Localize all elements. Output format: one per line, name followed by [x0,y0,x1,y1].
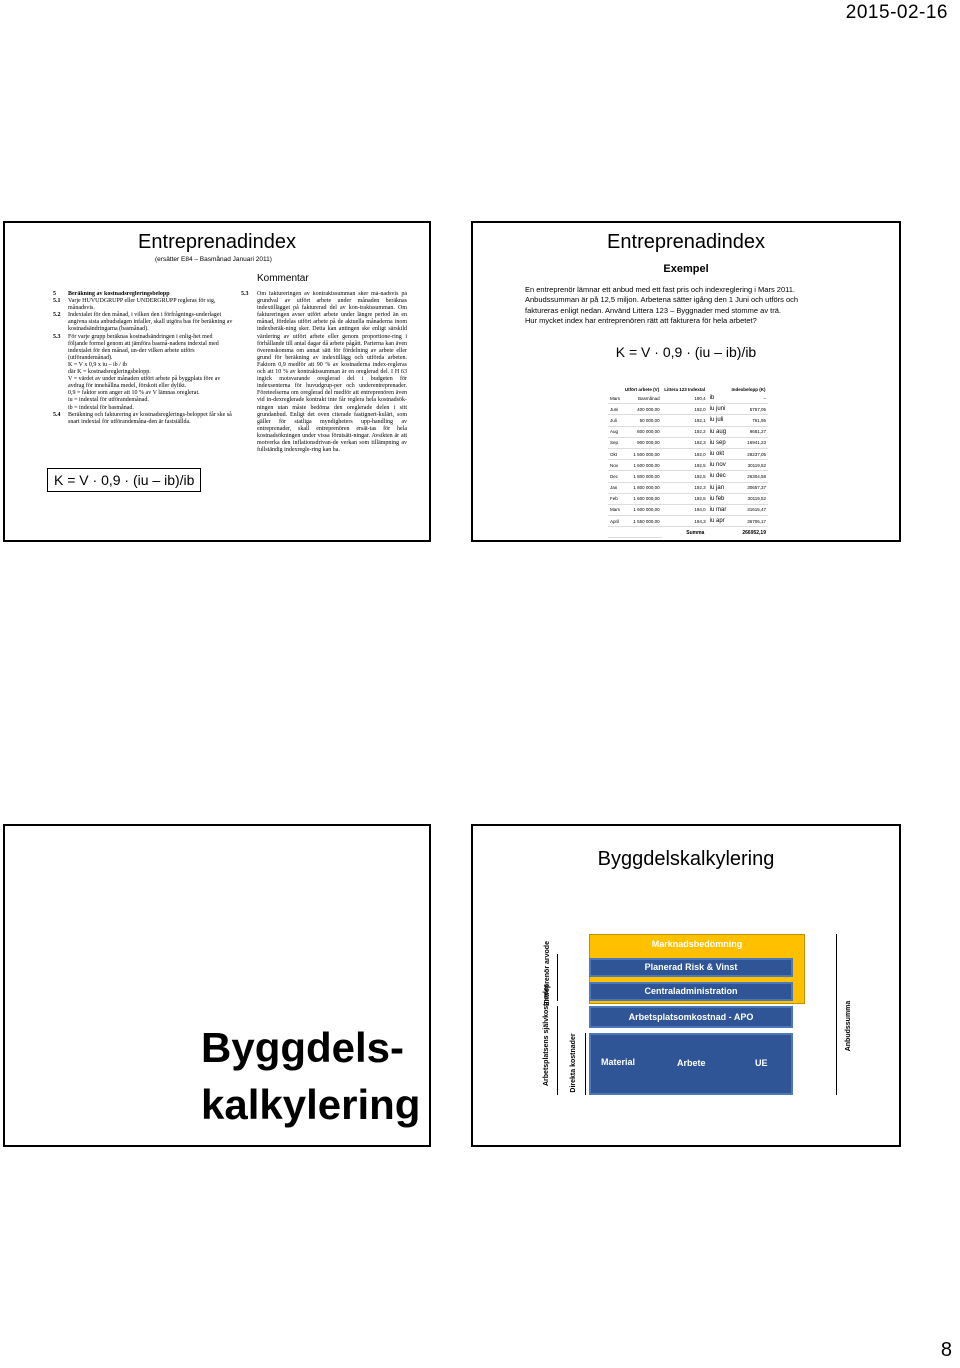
material-label: Material [601,1057,636,1067]
apo-bar: Arbetsplatsomkostnad - APO [589,1006,793,1028]
label-arbetsplats: Arbetsplatsens självkostnader [543,984,550,1086]
exercise-text [525,285,865,326]
slide-2-title: Entreprenadindex [607,231,765,253]
central-admin-bar: Centraladministration [589,982,793,1001]
table-cell: 1 600 000,00 [622,460,661,471]
table-cell: 30119,52 [729,493,768,504]
table-cell: 194,3 [662,516,708,527]
clause-number [53,369,68,376]
clause-text: V = värdet av under månaden utfört arbete på byggplats före av avdrag för innehållna medel, förskott eller dylikt. [68,376,221,390]
bracket-anbud [836,934,837,1095]
comment-label: Kommentar [257,273,309,284]
table-cell: iu mar [708,504,729,515]
clause-number [53,362,68,369]
direct-cost-block [589,1033,793,1095]
clause-text: K = V x 0,9 x iu – ib / ib [68,361,128,368]
contract-clause [53,362,233,369]
clause-number: 5.1 [53,298,61,305]
table-cell: iu juni [708,404,729,415]
contract-text-right: Om faktureringen av kontraktssumman sker må-nadsvis på grundval av utfört arbete under månaden beräknas indextillägget på fakturerad del av kon-traktssumman. Om faktureringen avser utfört arbete under längre period än en månad, fördelas utfört arbete på de aktuella månaderna inom indexberäk-ning sker. Detta kan antingen ske enligt särskild värdering av utfört arbete eller genom proportione-ring i förhållande till antal dagar då arbete pågått. Parterna kan även överenskomma om annat sätt för fördelning av arbete eller grund för beräkning av indextillägg och utförda arbeten. Faktorn 0,9 medför att 90 % av kostnaderna index-regleras och att 10 % av kontraktssumman är en oreglerad del. I H 63 ingick motsvarande oreglerad del i budgeten för indexsenterna för huvudgrup-per och underentreprenader. Företeelserna om oreglerad del medför att entreprenören även vid in-dexreglerade kontrakt inte får reglera hela kostnadsök-ningen utan måste bedöma den oreglerade delen i sitt grundanbud. Enligt det oven citerade fastignert-kulärt, som gäller för statliga myndigheters upp-handling av entreprenader, skall entreprenören ersät-tas för hela kostnadsökningen under vissa förutsätt-ningar. Avsikten är att motverka den inflationsdrivan-de verkan som tillämpning av fullständig indexregle-ring kan ha. [257,291,407,454]
table-cell: 600 000,00 [622,426,661,437]
slide-3 [3,824,431,1147]
formula: K = V · 0,9 · (iu – ib)/ib [615,344,757,360]
table-header: Utfört arbete (V) [624,387,660,392]
exercise-line: En entreprenör lämnar ett anbud med ett fast pris och indexreglering i Mars 2011. [525,285,796,294]
table-cell: 400 000,00 [622,404,661,415]
page-date: 2015-02-16 [845,2,948,23]
table-row [608,493,768,504]
table-header: Indexbelopp (K) [731,387,766,392]
table-cell: iu dec [708,471,729,482]
clause-number [53,397,68,404]
table-cell: 192,0 [662,448,708,459]
table-row [608,415,768,426]
clause-text: iu = indextal för utförandemånad. [68,397,149,404]
clause-text: För varje grupp beräknas kostnadsändringen i enlig-het med följande formel genom att jämföra basmå-nadens indextal med indextalet för den månad, un-der vilken arbete utförs (utförandemånad). [68,333,219,361]
table-cell: 194,0 [662,504,708,515]
table-cell: iu juli [708,415,729,426]
table-cell: 192,3 [662,482,708,493]
clause-text: Indextalet för den månad, i vilken den i förfrågnings-underlaget angivna sista anbudsdagen infaller, skall utgöra bas för beräkning av kostnadsändringarna (basmånad). [68,312,233,333]
table-cell: 36706,17 [729,516,768,527]
contract-clause [53,334,233,362]
slide-4 [471,824,901,1147]
slide-2-subtitle: Exempel [663,263,709,275]
table-cell: iu okt [708,448,729,459]
section-title-line-1: Byggdels- [201,1024,405,1071]
table-cell: 900 000,00 [622,437,661,448]
exercise-line: Hur mycket index har entreprenören rätt att fakturera för hela arbetet? [525,315,757,325]
bracket-arbetsplats [557,1006,558,1095]
subcontractor-label: UE [755,1058,768,1068]
contract-clause [53,298,233,312]
label-anbud: Anbudssumma [845,1000,852,1052]
table-cell: 30119,52 [729,460,768,471]
table-row [608,460,768,471]
table-cell: iu feb [708,493,729,504]
clause-number: 5.3 [53,333,61,340]
table-header-row [608,386,768,393]
table-cell: Feb [608,493,622,504]
table-cell: 30657,37 [729,482,768,493]
table-cell: 31615,47 [729,504,768,515]
table-row [608,482,768,493]
table-row [608,393,768,404]
table-cell: iu nov [708,460,729,471]
bracket-entreprenor [557,954,558,1001]
table-row [608,471,768,482]
market-label: Marknadsbedömning [651,939,743,949]
table-cell: ib [708,393,729,404]
clause-text: Beräkning och fakturering av kostnadsreglerings-beloppet får ske så snart indextal för utförandemåna-den är fastställda. [68,411,232,425]
table-row [608,437,768,448]
table-cell: iu aug [708,426,729,437]
table-cell: iu jan [708,482,729,493]
clause-number [53,390,68,397]
label-entreprenor: Entreprenör arvode [544,941,551,1006]
contract-clause [53,412,233,426]
table-cell: 190,4 [662,393,708,404]
labour-label: Arbete [677,1058,706,1068]
table-cell: 1 600 000,00 [622,493,661,504]
sum-value: 266952,19 [742,529,766,536]
table-cell: Nov [608,460,622,471]
right-clause-number: 5.3 [241,291,249,297]
contract-text-left [53,291,233,464]
table-row [608,404,768,415]
bracket-direkta [585,1033,586,1095]
contract-clause [53,405,233,412]
table-cell: 26304,58 [729,471,768,482]
table-cell: 192,0 [662,404,708,415]
table-cell: 1 500 000,00 [622,448,661,459]
slide-1-subtitle: (ersätter E84 – Basmånad Januari 2011) [155,256,272,263]
table-cell: 1 800 000,00 [622,471,661,482]
exercise-line: Anbudssumman är på 12,5 miljon. Arbetena sätter igång den 1 Juni och utförs och [525,295,799,305]
table-cell: 192,5 [662,471,708,482]
contract-clause [53,376,233,390]
clause-text: Beräkning av kostnadsregleringsbelopp [68,291,170,297]
table-cell: 9681,27 [729,426,768,437]
section-title-line-2: kalkylering [201,1081,421,1128]
table-row [608,504,768,515]
table-cell: iu apr [708,516,729,527]
table-cell: 192,5 [662,460,708,471]
table-cell: iu sep [708,437,729,448]
table-cell: – [729,393,768,404]
clause-text: ib = indextal för basmånad. [68,404,134,411]
index-table [608,386,768,538]
table-cell: 1 800 000,00 [622,482,661,493]
table-cell: 192,1 [662,415,708,426]
table-cell: Dec [608,471,622,482]
table-cell: 1 600 000,00 [622,504,661,515]
table-cell: Mars [608,393,622,404]
table-row [608,448,768,459]
clause-text: Varje HUVUDGRUPP eller UNDERGRUPP regleras för sig, månadsvis. [68,298,216,312]
slide-1 [3,221,431,542]
table-cell: 761,95 [729,415,768,426]
exercise-line: faktureras enligt nedan. Använd Littera 123 – Byggnader med stomme av trä. [525,305,781,315]
table-cell: 1 550 000,00 [622,516,661,527]
table-cell: 50 000,00 [622,415,661,426]
slide-4-title: Byggdelskalkylering [597,848,775,870]
table-cell: Basmånad [622,393,661,404]
table-cell: 192,3 [662,437,708,448]
slide-1-title: Entreprenadindex [138,231,296,253]
contract-clause [53,312,233,333]
clause-number: 5 [53,291,56,297]
table-row [608,426,768,437]
label-direkta: Direkta kostnader [570,1033,577,1093]
clause-number [53,376,68,390]
clause-text: där K = kostnadsregleringsbelopp. [68,369,151,376]
table-header: Littera 123 Indextal [664,387,706,392]
table-header [608,386,622,393]
table-cell: Aug [608,426,622,437]
table-cell: 192,2 [662,426,708,437]
table-header [708,386,729,393]
clause-number: 5.4 [53,411,61,418]
table-cell: 5757,05 [729,404,768,415]
contract-clause [53,397,233,404]
clause-number: 5.2 [53,312,61,319]
slide-2 [471,221,901,542]
table-cell: Juni [608,404,622,415]
sum-label: Summa [686,529,705,536]
table-cell: April [608,516,622,527]
formula-box: K = V · 0,9 · (iu – ib)/ib [47,468,201,492]
page-number: 8 [940,1339,952,1361]
table-cell: 192,5 [662,493,708,504]
table-cell: 16941,23 [729,437,768,448]
clause-text: 0,9 = faktor som anger att 10 % av V lämnas oreglerat. [68,390,200,397]
risk-profit-bar: Planerad Risk & Vinst [589,958,793,977]
sum-row [608,527,768,538]
table-cell: Juli [608,415,622,426]
table-cell: Okt [608,448,622,459]
table-cell: Sep [608,437,622,448]
table-cell: Mars [608,504,622,515]
table-row [608,516,768,527]
table-cell: Jan [608,482,622,493]
clause-number [53,405,68,412]
table-cell: 28237,05 [729,448,768,459]
